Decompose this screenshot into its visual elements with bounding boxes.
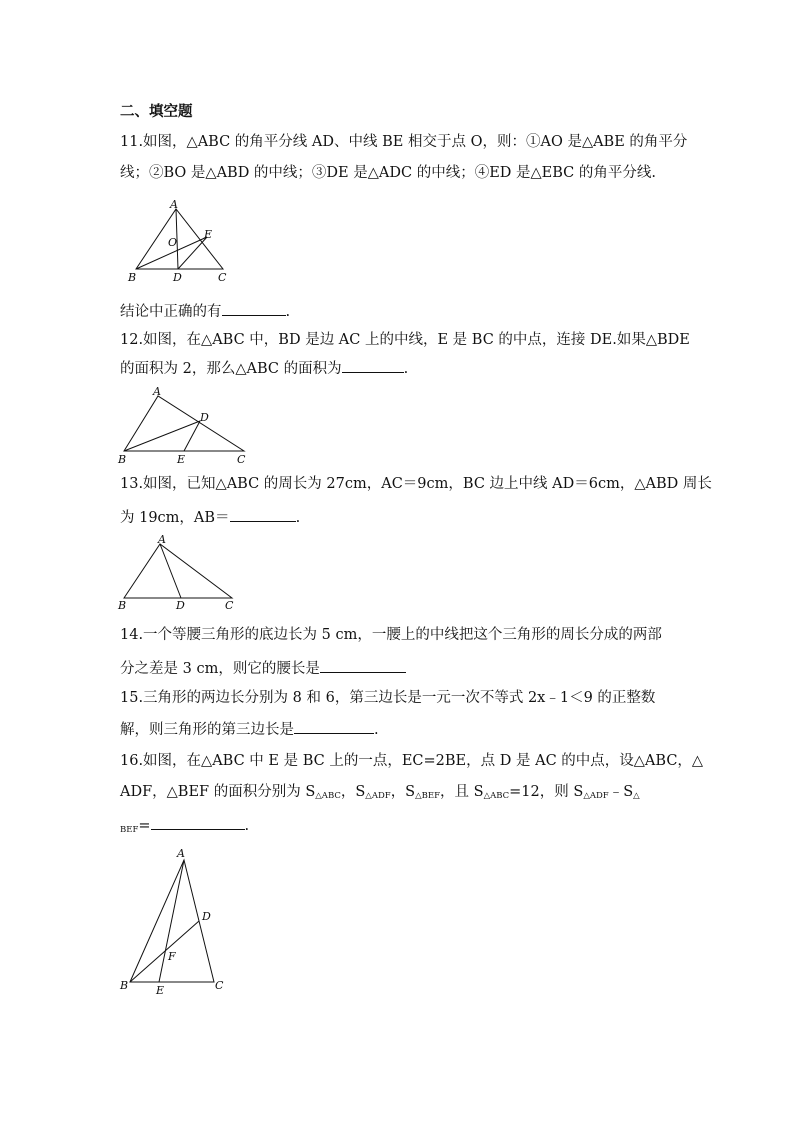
q12-answer-blank[interactable] [342, 358, 404, 373]
q16-label-e: E [156, 984, 165, 997]
q16-line2-part-d: ﹣S [608, 784, 634, 800]
q11-text-line2: 线；②BO 是△ABD 的中线；③DE 是△ADC 的中线；④ED 是△EBC 的角平分线. [120, 165, 656, 181]
q16-line2-part-a: ADF，△BEF 的面积分别为 S [120, 784, 316, 800]
q12-text-line1: 12.如图，在△ABC 中，BD 是边 AC 上的中线，E 是 BC 的中点，连接 DE.如果△BDE [120, 332, 690, 348]
q13-line2-prefix: 为 19cm，AB＝ [120, 510, 230, 526]
q11-answer-suffix: . [285, 304, 291, 320]
q14-answer-blank[interactable] [320, 658, 406, 673]
q16-sub-bef-cont: BEF [120, 825, 139, 835]
q12-text-line2 [120, 358, 408, 378]
q16-sub-abc-2: △ABC [483, 791, 510, 801]
q13-line2-suffix: . [295, 510, 301, 526]
q11-answer-prefix: 结论中正确的有 [120, 304, 222, 320]
section-title: 二、填空题 [120, 104, 193, 120]
q11-label-a: A [170, 198, 178, 211]
q16-text-line1: 16.如图，在△ABC 中 E 是 BC 上的一点，EC=2BE，点 D 是 AC 的中点，设△ABC，△ [120, 753, 704, 769]
q16-label-d: D [202, 910, 211, 923]
q16-equals: = [138, 818, 151, 834]
q16-label-f: F [168, 950, 176, 963]
q11-text-line1: 11.如图，△ABC 的角平分线 AD、中线 BE 相交于点 O，则：①AO 是△ABE 的角平分 [120, 134, 688, 150]
q15-text-line1: 15.三角形的两边长分别为 8 和 6，第三边长是一元一次不等式 2x﹣1＜9 的正整数 [120, 690, 656, 706]
q15-text-line2 [120, 719, 379, 739]
q13-label-b: B [118, 599, 127, 612]
q12-line2-prefix: 的面积为 2，那么△ABC 的面积为 [120, 361, 342, 377]
q11-label-d: D [173, 271, 182, 284]
q12-triangle-abc [124, 396, 244, 451]
q13-text-line2 [120, 507, 300, 527]
q15-line2-prefix: 解，则三角形的第三边长是 [120, 722, 294, 738]
q16-sep-1: ，S [340, 784, 366, 800]
q13-answer-blank[interactable] [230, 507, 296, 522]
q15-answer-blank[interactable] [294, 719, 374, 734]
q16-answer-blank[interactable] [151, 815, 245, 830]
q13-label-d: D [176, 599, 185, 612]
q12-segment-de [184, 421, 200, 451]
q12-label-a: A [153, 385, 161, 398]
q11-label-c: C [218, 271, 227, 284]
q12-figure [116, 384, 252, 468]
q14-line2-prefix: 分之差是 3 cm，则它的腰长是 [120, 661, 320, 677]
q11-label-o: O [168, 236, 178, 249]
q16-line3-suffix: . [244, 818, 250, 834]
q16-sub-bef: △BEF [415, 791, 441, 801]
q16-figure [114, 844, 234, 1000]
q11-figure [126, 200, 236, 284]
q16-sub-abc: △ABC [315, 791, 341, 801]
q13-label-c: C [225, 599, 234, 612]
q12-label-d: D [200, 411, 209, 424]
q16-label-a: A [177, 847, 185, 860]
q16-sep-2: ，S [390, 784, 416, 800]
q16-text-line2 [120, 783, 640, 805]
q14-text-line1: 14.一个等腰三角形的底边长为 5 cm，一腰上的中线把这个三角形的周长分成的两部 [120, 627, 662, 643]
q13-figure [116, 532, 240, 614]
q16-text-line3 [120, 815, 249, 839]
q12-label-e: E [177, 453, 186, 466]
q11-label-e: E [204, 228, 213, 241]
q16-segment-ae [159, 860, 184, 982]
q11-answer-blank[interactable] [222, 301, 286, 316]
q12-line2-suffix: . [403, 361, 409, 377]
q11-answer-line [120, 301, 290, 321]
q15-line2-suffix: . [374, 722, 379, 738]
q12-label-b: B [118, 453, 127, 466]
q16-label-b: B [120, 979, 129, 992]
q16-sub-adf: △ADF [365, 791, 391, 801]
q14-text-line2 [120, 658, 406, 678]
q13-label-a: A [158, 533, 166, 546]
q16-sub-triangle: △ [633, 791, 640, 801]
q16-median-bd [130, 921, 199, 982]
q12-label-c: C [237, 453, 246, 466]
q13-text-line1: 13.如图，已知△ABC 的周长为 27cm，AC＝9cm，BC 边上中线 AD＝6cm，△ABD 周长 [120, 476, 712, 492]
q16-label-c: C [215, 979, 224, 992]
q11-segment-de [178, 237, 207, 269]
q16-line2-part-b: ，且 S [440, 784, 484, 800]
q16-line2-part-c: =12，则 S [509, 784, 584, 800]
q12-median-bd [124, 421, 200, 451]
q16-sub-adf-2: △ADF [583, 791, 609, 801]
q11-label-b: B [128, 271, 137, 284]
